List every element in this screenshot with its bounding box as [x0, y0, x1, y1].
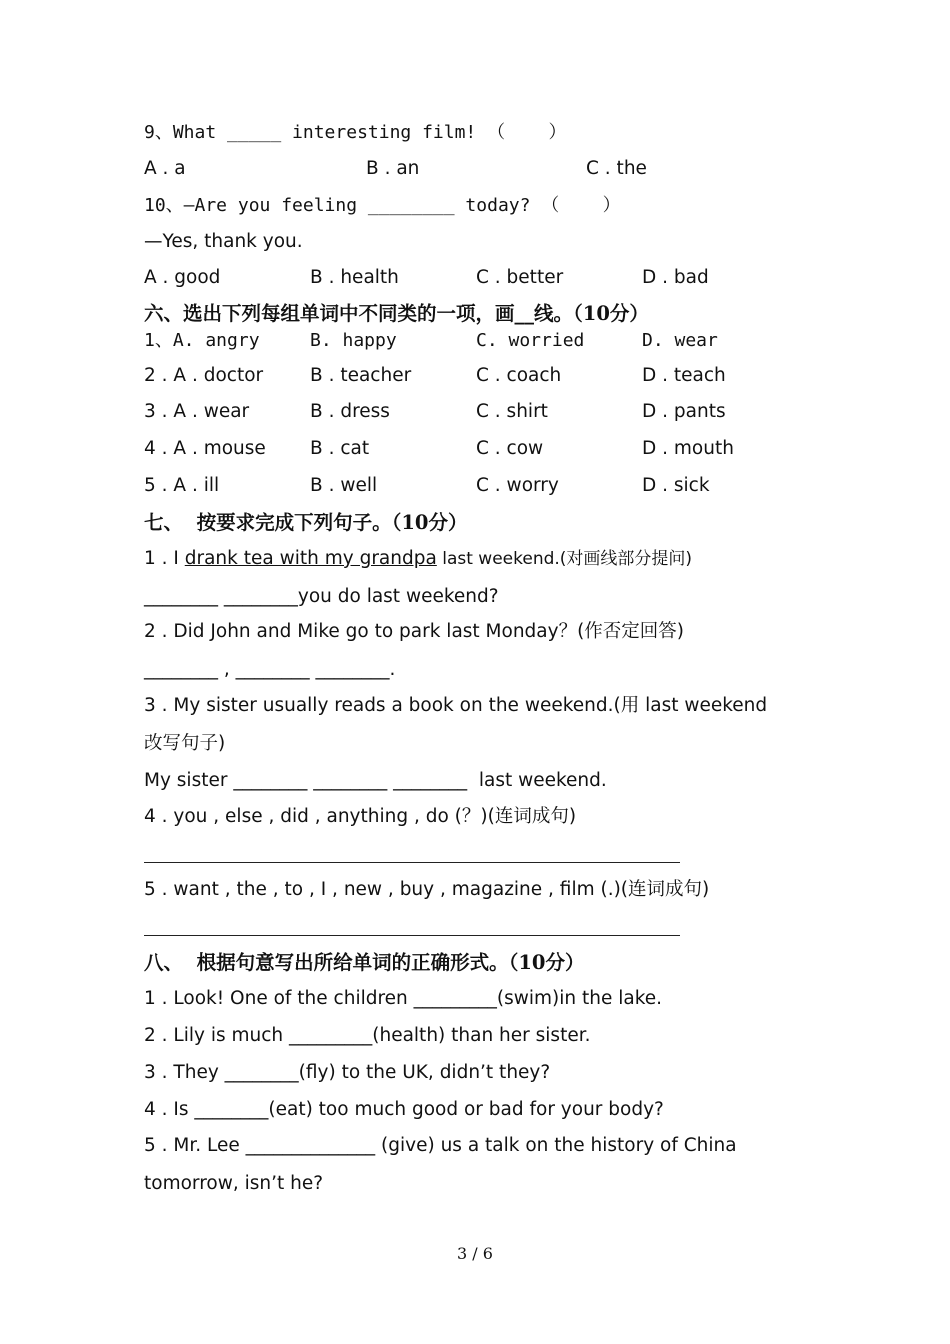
q10-option-a: A . good: [144, 267, 221, 288]
q10-option-b: B . health: [310, 267, 399, 288]
q10-option-d: D . bad: [642, 267, 709, 288]
s8-q5-line1: 5 . Mr. Lee ______________ (give) us a talk on the history of China: [144, 1135, 737, 1156]
s6-r1-d: D. wear: [642, 330, 718, 351]
s8-q2: 2 . Lily is much _________(health) than her sister.: [144, 1025, 591, 1046]
s6-r3-c: C . shirt: [476, 401, 548, 422]
s6-r2-c: C . coach: [476, 365, 562, 386]
q10-reply: —Yes, thank you.: [144, 231, 303, 252]
s8-q5-line2: tomorrow, isn’t he?: [144, 1173, 324, 1194]
q9-option-a: A . a: [144, 158, 186, 179]
s7-q1: [144, 547, 692, 571]
s6-r1-b: B. happy: [310, 330, 397, 351]
s7-q3-answer: My sister ________ ________ ________ last weekend.: [144, 770, 607, 791]
s6-r2-a: 2 . A . doctor: [144, 365, 264, 386]
s6-r4-b: B . cat: [310, 438, 370, 459]
s6-r3-b: B . dress: [310, 401, 390, 422]
s7-q4-answer-line: [144, 862, 680, 863]
s6-r5-c: C . worry: [476, 475, 559, 496]
s7-q1-answer: ________ ________you do last weekend?: [144, 586, 499, 607]
s6-r2-b: B . teacher: [310, 365, 412, 386]
s6-r4-a: 4 . A . mouse: [144, 438, 266, 459]
q9-option-c: C . the: [586, 158, 647, 179]
section6-heading: 六、选出下列每组单词中不同类的一项，画__线。（10分）: [144, 302, 649, 325]
s8-q1: 1 . Look! One of the children _________(swim)in the lake.: [144, 988, 663, 1009]
s6-r3-a: 3 . A . wear: [144, 401, 250, 422]
s7-q2: 2 . Did John and Mike go to park last Monday？(作否定回答): [144, 621, 685, 642]
q10-option-c: C . better: [476, 267, 564, 288]
s7-q1-post: last weekend.(对画线部分提问): [436, 549, 693, 569]
s6-r5-b: B . well: [310, 475, 378, 496]
s7-q3-line1: 3 . My sister usually reads a book on the weekend.(用 last weekend: [144, 695, 768, 716]
q9-text: 9、What _____ interesting film! （ ）: [144, 122, 567, 143]
s6-r5-d: D . sick: [642, 475, 710, 496]
s6-r3-d: D . pants: [642, 401, 726, 422]
section7-heading: 七、 按要求完成下列句子。（10分）: [144, 511, 468, 534]
s7-q1-underlined: drank tea with my grandpa: [184, 548, 437, 569]
s6-r1-c: C. worried: [476, 330, 585, 351]
q9-option-b: B . an: [366, 158, 420, 179]
s6-r5-a: 5 . A . ill: [144, 475, 220, 496]
section8-heading: 八、 根据句意写出所给单词的正确形式。（10分）: [144, 951, 585, 974]
q10-text: 10、—Are you feeling ________ today? （ ）: [144, 195, 621, 216]
s7-q4: 4 . you , else , did , anything , do (？)(连词成句): [144, 806, 577, 827]
s6-r1-a: 1、A. angry: [144, 330, 260, 351]
s7-q3-line2: 改写句子): [144, 733, 226, 754]
s7-q2-answer: ________ , ________ ________.: [144, 659, 396, 680]
s8-q3: 3 . They ________(fly) to the UK, didn’t they?: [144, 1062, 551, 1083]
s7-q5-answer-line: [144, 935, 680, 936]
s7-q5: 5 . want , the , to , I , new , buy , magazine , film (.)(连词成句): [144, 879, 710, 900]
s6-r4-d: D . mouth: [642, 438, 734, 459]
page-number: 3 / 6: [457, 1244, 493, 1263]
s8-q4: 4 . Is ________(eat) too much good or bad for your body?: [144, 1099, 664, 1120]
s6-r2-d: D . teach: [642, 365, 726, 386]
s7-q1-pre: 1 . I: [144, 548, 185, 569]
s6-r4-c: C . cow: [476, 438, 544, 459]
